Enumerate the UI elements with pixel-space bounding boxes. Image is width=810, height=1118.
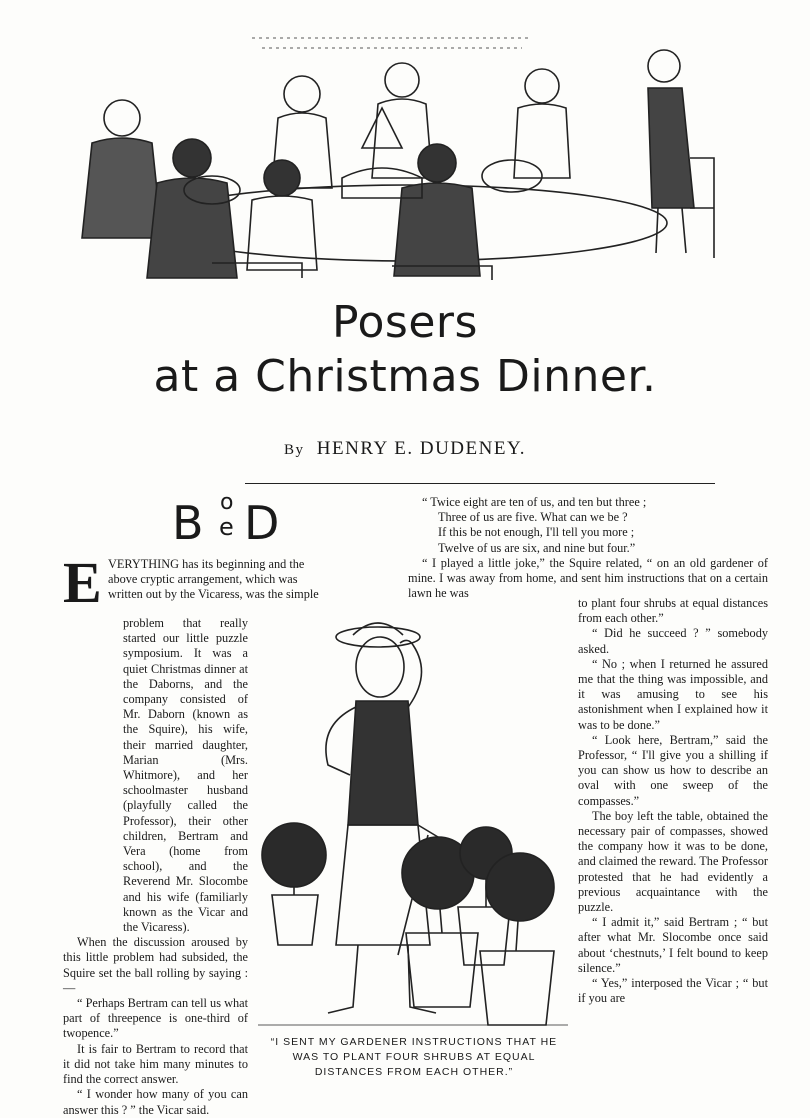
cryptic-letter-b: B <box>172 496 204 550</box>
article-title <box>0 296 810 403</box>
verse-line: Three of us are five. What can we be ? <box>438 510 628 525</box>
paragraph: to plant four shrubs at equal distances from each other.” <box>578 596 768 626</box>
christmas-dinner-illustration <box>62 8 752 280</box>
left-column <box>63 616 248 1118</box>
paragraph: When the discussion aroused by this little problem had subsided, the Squire set the ball rolling by saying :— <box>63 935 248 995</box>
paragraph: “ I admit it,” said Bertram ; “ but after what Mr. Slocombe once said about ‘chestnuts,’ I felt bound to keep silence.” <box>578 915 768 975</box>
paragraph: The boy left the table, obtained the necessary pair of compasses, showed the company how it was to be done, and claimed the reward. The Professor protested that he had evidently a previous acquaintance with the puzzle. <box>578 808 768 915</box>
paragraph: It is fair to Bertram to record that it did not take him many minutes to find the correct answer. <box>63 1041 248 1087</box>
title-line-1: Posers <box>332 297 478 348</box>
left-column-top <box>108 557 398 603</box>
byline <box>0 438 810 460</box>
right-column-top <box>408 495 768 601</box>
verse-line: If this be not enough, I'll tell you more ; <box>438 525 635 540</box>
verse-line: “ Twice eight are ten of us, and ten but three ; <box>422 495 647 509</box>
title-line-2: at a Christmas Dinner. <box>153 350 657 402</box>
cryptic-letter-e: e <box>219 513 234 541</box>
illustration-caption: “I SENT MY GARDENER INSTRUCTIONS THAT HE WAS TO PLANT FOUR SHRUBS AT EQUAL DISTANCES FROM EACH OTHER.” <box>270 1036 558 1078</box>
text-line: above cryptic arrangement, which was <box>108 572 298 587</box>
byline-author: HENRY E. DUDENEY. <box>316 438 526 459</box>
paragraph: “ I wonder how many of you can answer this ? ” the Vicar said. <box>63 1087 248 1117</box>
paragraph: “ Perhaps Bertram can tell us what part of threepence is one-third of twopence.” <box>63 996 248 1041</box>
text-line: written out by the Vicaress, was the simple <box>108 587 319 602</box>
paragraph: “ Look here, Bertram,” said the Professor, “ I'll give you a shilling if you can show us how to describe an oval with one sweep of the compasses.” <box>578 732 768 808</box>
right-column <box>578 596 768 1006</box>
paragraph: problem that really started our little puzzle symposium. It was a quiet Christmas dinner at the Daborns, and the company consisted of Mr. Daborn (known as the Squire), his wife, their married daughter, Marian (Mrs. Whitmore), and her schoolmaster husband (playfully called the Professor), their other children, Bertram and Vera (home from school), and the Reverend Mr. Slocombe and his wife (familiarly known as the Vicar and the Vicaress). <box>123 616 248 935</box>
verse-line: Twelve of us are six, and nine but four.” <box>438 540 636 555</box>
text-line: VERYTHING has its beginning and the <box>108 557 305 571</box>
cryptic-letter-o: o <box>220 490 234 515</box>
byline-by: By <box>284 442 305 458</box>
drop-cap: E <box>63 550 102 615</box>
cryptic-arrangement <box>140 490 310 564</box>
gardener-illustration <box>258 615 568 1035</box>
cryptic-letter-d: D <box>244 496 280 550</box>
paragraph: “ Did he succeed ? ” somebody asked. <box>578 626 768 656</box>
paragraph: “ Yes,” interposed the Vicar ; “ but if you are <box>578 976 768 1006</box>
paragraph: “ No ; when I returned he assured me that the thing was impossible, and it was amusing to see his astonishment when I explained how it was to be done.” <box>578 656 768 732</box>
title-divider <box>245 483 715 484</box>
paragraph: “ I played a little joke,” the Squire related, “ on an old gardener of mine. I was away from home, and sent him instructions that on a certain lawn he was <box>408 555 768 601</box>
